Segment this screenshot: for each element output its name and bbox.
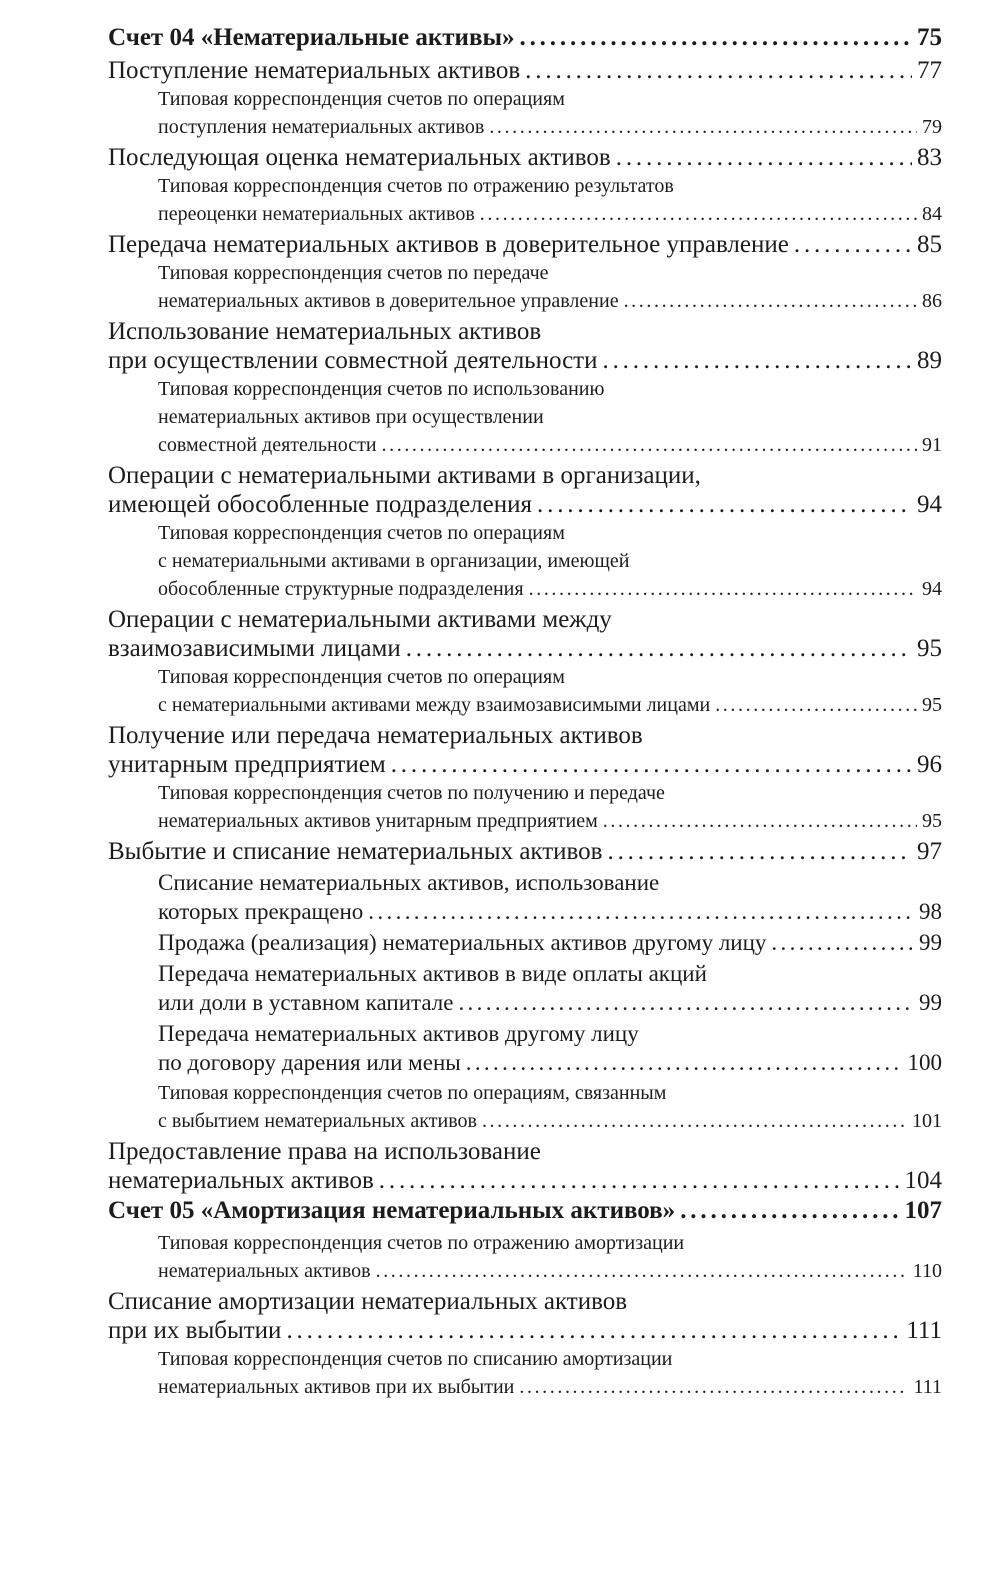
toc-entry-title: Получение или передача нематериальных активов bbox=[108, 722, 643, 749]
toc-page-number: 101 bbox=[912, 1110, 942, 1132]
toc-entry-title: Списание амортизации нематериальных активов bbox=[108, 1288, 628, 1315]
dot-leader bbox=[771, 928, 914, 957]
dot-leader bbox=[602, 346, 912, 375]
toc-subsection-entry bbox=[108, 1079, 942, 1135]
toc-line bbox=[108, 1196, 942, 1226]
toc-entry-title: нематериальных активов унитарным предприятием bbox=[158, 810, 598, 832]
toc-page-number: 83 bbox=[917, 144, 942, 171]
toc-line bbox=[158, 1229, 942, 1257]
toc-entry-title: Использование нематериальных активов bbox=[108, 318, 542, 345]
toc-page-number: 95 bbox=[922, 810, 942, 832]
toc-line bbox=[108, 143, 942, 172]
toc-subsection-entry bbox=[108, 519, 942, 603]
toc-entry-title: Типовая корреспонденция счетов по операциям bbox=[158, 522, 565, 544]
toc-subsection-entry bbox=[108, 85, 942, 141]
toc-subsection-entry bbox=[108, 1019, 942, 1077]
toc-page-number: 104 bbox=[904, 1167, 942, 1194]
toc-entry-title: нематериальных активов bbox=[108, 1167, 374, 1194]
toc-line bbox=[158, 1019, 942, 1048]
toc-entry-title: Операции с нематериальными активами в организации, bbox=[108, 462, 701, 489]
toc-line bbox=[158, 287, 942, 315]
toc-entry-title: Передача нематериальных активов другому лицу bbox=[158, 1021, 639, 1046]
toc-subsection-entry bbox=[108, 868, 942, 926]
toc-line bbox=[158, 988, 942, 1017]
dot-leader bbox=[458, 988, 914, 1017]
dot-leader bbox=[382, 431, 917, 459]
toc-line bbox=[158, 1345, 942, 1373]
toc-page-number: 99 bbox=[919, 930, 942, 955]
toc-page-number: 86 bbox=[922, 290, 942, 312]
toc-line bbox=[158, 868, 942, 897]
toc-line bbox=[108, 56, 942, 85]
toc-entry-title: Выбытие и списание нематериальных активов bbox=[108, 838, 603, 865]
toc-line bbox=[108, 23, 942, 53]
toc-line bbox=[158, 1257, 942, 1285]
toc-entry-title: Предоставление права на использование bbox=[108, 1138, 541, 1165]
toc-entry-title: совместной деятельности bbox=[158, 434, 377, 456]
dot-leader bbox=[379, 1166, 900, 1195]
toc-page-number: 85 bbox=[917, 231, 942, 258]
toc-line bbox=[158, 779, 942, 807]
toc-entry-title: Последующая оценка нематериальных активов bbox=[108, 144, 611, 171]
toc-page-number: 89 bbox=[917, 347, 942, 374]
toc-line bbox=[108, 461, 942, 490]
toc-entry-title: по договору дарения или мены bbox=[158, 1050, 461, 1075]
toc-line bbox=[158, 519, 942, 547]
toc-entry-title: Счет 04 «Нематериальные активы» bbox=[108, 24, 515, 51]
toc-page-number: 100 bbox=[907, 1050, 942, 1075]
toc-entry-title: при их выбытии bbox=[108, 1317, 282, 1344]
toc-entry-title: которых прекращено bbox=[158, 899, 364, 924]
dot-leader bbox=[519, 23, 912, 53]
toc-page-number: 77 bbox=[917, 57, 942, 84]
toc-line bbox=[158, 1373, 942, 1401]
toc-subsection-entry bbox=[108, 1345, 942, 1401]
toc-page-number: 110 bbox=[912, 1260, 942, 1282]
toc-line bbox=[158, 663, 942, 691]
toc-entry-title: взаимозависимыми лицами bbox=[108, 635, 401, 662]
toc-section-entry bbox=[108, 56, 942, 85]
toc-page-number: 96 bbox=[917, 751, 942, 778]
toc-entry-title: с нематериальными активами между взаимозависимыми лицами bbox=[158, 694, 711, 716]
toc-entry-title: Типовая корреспонденция счетов по операциям bbox=[158, 88, 565, 110]
toc-entry-title: переоценки нематериальных активов bbox=[158, 203, 475, 225]
toc-line bbox=[108, 490, 942, 519]
toc-page-number: 94 bbox=[917, 491, 942, 518]
toc-page-number: 98 bbox=[919, 899, 942, 924]
toc-line bbox=[158, 691, 942, 719]
dot-leader bbox=[482, 1107, 907, 1135]
toc-line bbox=[108, 750, 942, 779]
toc-page-number: 79 bbox=[922, 116, 942, 138]
toc-page-number: 97 bbox=[917, 838, 942, 865]
toc-entry-title: Типовая корреспонденция счетов по отражению амортизации bbox=[158, 1232, 685, 1254]
toc-entry-title: Типовая корреспонденция счетов по операциям, связанным bbox=[158, 1082, 667, 1104]
toc-section-entry bbox=[108, 837, 942, 866]
dot-leader bbox=[525, 56, 912, 85]
toc-line bbox=[108, 1166, 942, 1195]
toc-line bbox=[158, 1079, 942, 1107]
toc-entry-title: Типовая корреспонденция счетов по использованию bbox=[158, 378, 605, 400]
toc-subsection-entry bbox=[108, 259, 942, 315]
dot-leader bbox=[376, 1257, 908, 1285]
dot-leader bbox=[616, 143, 912, 172]
toc-section-entry bbox=[108, 143, 942, 172]
toc-line bbox=[108, 346, 942, 375]
dot-leader bbox=[680, 1196, 899, 1226]
dot-leader bbox=[607, 837, 912, 866]
toc-line bbox=[158, 547, 942, 575]
dot-leader bbox=[489, 113, 917, 141]
toc-subsection-entry bbox=[108, 1229, 942, 1285]
toc-page-number: 95 bbox=[917, 635, 942, 662]
toc-line bbox=[158, 1107, 942, 1135]
toc-line bbox=[158, 85, 942, 113]
toc-section-entry bbox=[108, 461, 942, 519]
toc-entry-title: Передача нематериальных активов в доверительное управление bbox=[108, 231, 789, 258]
toc-page-number: 91 bbox=[922, 434, 942, 456]
toc-entry-title: Типовая корреспонденция счетов по операциям bbox=[158, 666, 565, 688]
toc-page-number: 99 bbox=[919, 990, 942, 1015]
toc-line bbox=[158, 575, 942, 603]
toc-line bbox=[158, 259, 942, 287]
toc-entry-title: нематериальных активов в доверительное управление bbox=[158, 290, 619, 312]
toc-entry-title: Передача нематериальных активов в виде оплаты акций bbox=[158, 961, 707, 986]
dot-leader bbox=[368, 897, 914, 926]
toc-subsection-entry bbox=[108, 172, 942, 228]
toc-section-entry bbox=[108, 721, 942, 779]
toc-subsection-entry bbox=[108, 663, 942, 719]
toc-entry-title: Типовая корреспонденция счетов по отражению результатов bbox=[158, 175, 674, 197]
toc-entry-title: при осуществлении совместной деятельности bbox=[108, 347, 598, 374]
toc-subsection-entry bbox=[108, 375, 942, 459]
dot-leader bbox=[519, 1373, 908, 1401]
toc-entry-title: Поступление нематериальных активов bbox=[108, 57, 521, 84]
toc-line bbox=[158, 1048, 942, 1077]
dot-leader bbox=[466, 1048, 903, 1077]
toc-line bbox=[108, 317, 942, 346]
toc-line bbox=[158, 172, 942, 200]
dot-leader bbox=[537, 490, 912, 519]
toc-line bbox=[108, 1316, 942, 1345]
toc-entry-title: Типовая корреспонденция счетов по передаче bbox=[158, 262, 549, 284]
toc-line bbox=[158, 431, 942, 459]
dot-leader bbox=[603, 807, 917, 835]
toc-page-number: 111 bbox=[913, 1376, 942, 1398]
toc-entry-title: Типовая корреспонденция счетов по получению и передаче bbox=[158, 782, 665, 804]
toc-section-entry bbox=[108, 605, 942, 663]
toc-line bbox=[108, 1137, 942, 1166]
toc-line bbox=[158, 200, 942, 228]
toc-entry-title: нематериальных активов bbox=[158, 1260, 371, 1282]
toc-line bbox=[108, 605, 942, 634]
toc-line bbox=[108, 837, 942, 866]
toc-entry-title: обособленные структурные подразделения bbox=[158, 578, 524, 600]
toc-entry-title: имеющей обособленные подразделения bbox=[108, 491, 532, 518]
toc-section-entry bbox=[108, 1287, 942, 1345]
toc-entry-title: с нематериальными активами в организации, имеющей bbox=[158, 550, 630, 572]
toc-page-number: 94 bbox=[922, 578, 942, 600]
toc-line bbox=[158, 375, 942, 403]
dot-leader bbox=[715, 691, 917, 719]
table-of-contents bbox=[108, 22, 942, 1401]
dot-leader bbox=[624, 287, 917, 315]
toc-subsection-entry bbox=[108, 959, 942, 1017]
toc-page-number: 95 bbox=[922, 694, 942, 716]
toc-entry-title: нематериальных активов при их выбытии bbox=[158, 1376, 515, 1398]
toc-section-entry bbox=[108, 230, 942, 259]
toc-entry-title: Типовая корреспонденция счетов по списанию амортизации bbox=[158, 1348, 673, 1370]
toc-line bbox=[158, 113, 942, 141]
toc-line bbox=[158, 807, 942, 835]
toc-page-number: 111 bbox=[906, 1317, 942, 1344]
toc-entry-title: унитарным предприятием bbox=[108, 751, 386, 778]
toc-line bbox=[158, 897, 942, 926]
toc-line bbox=[158, 959, 942, 988]
dot-leader bbox=[391, 750, 912, 779]
toc-entry-title: Списание нематериальных активов, использование bbox=[158, 870, 660, 895]
toc-line bbox=[158, 928, 942, 957]
dot-leader bbox=[529, 575, 917, 603]
toc-line bbox=[108, 634, 942, 663]
toc-entry-title: поступления нематериальных активов bbox=[158, 116, 485, 138]
toc-entry-title: Продажа (реализация) нематериальных активов другому лицу bbox=[158, 930, 767, 955]
dot-leader bbox=[406, 634, 912, 663]
dot-leader bbox=[794, 230, 912, 259]
toc-section-entry bbox=[108, 1137, 942, 1195]
dot-leader bbox=[480, 200, 917, 228]
toc-section-entry bbox=[108, 317, 942, 375]
toc-line bbox=[108, 1287, 942, 1316]
toc-entry-title: нематериальных активов при осуществлении bbox=[158, 406, 544, 428]
toc-entry-title: Операции с нематериальными активами между bbox=[108, 606, 612, 633]
toc-subsection-entry bbox=[108, 779, 942, 835]
toc-chapter-entry bbox=[108, 1196, 942, 1226]
toc-line bbox=[158, 403, 942, 431]
toc-page-number: 75 bbox=[917, 24, 942, 51]
toc-chapter-entry bbox=[108, 23, 942, 53]
toc-subsection-entry bbox=[108, 928, 942, 957]
toc-page-number: 84 bbox=[922, 203, 942, 225]
toc-line bbox=[108, 230, 942, 259]
toc-line bbox=[108, 721, 942, 750]
toc-entry-title: или доли в уставном капитале bbox=[158, 990, 454, 1015]
toc-entry-title: с выбытием нематериальных активов bbox=[158, 1110, 477, 1132]
toc-entry-title: Счет 05 «Амортизация нематериальных активов» bbox=[108, 1197, 676, 1224]
toc-page-number: 107 bbox=[904, 1197, 942, 1224]
dot-leader bbox=[286, 1316, 901, 1345]
